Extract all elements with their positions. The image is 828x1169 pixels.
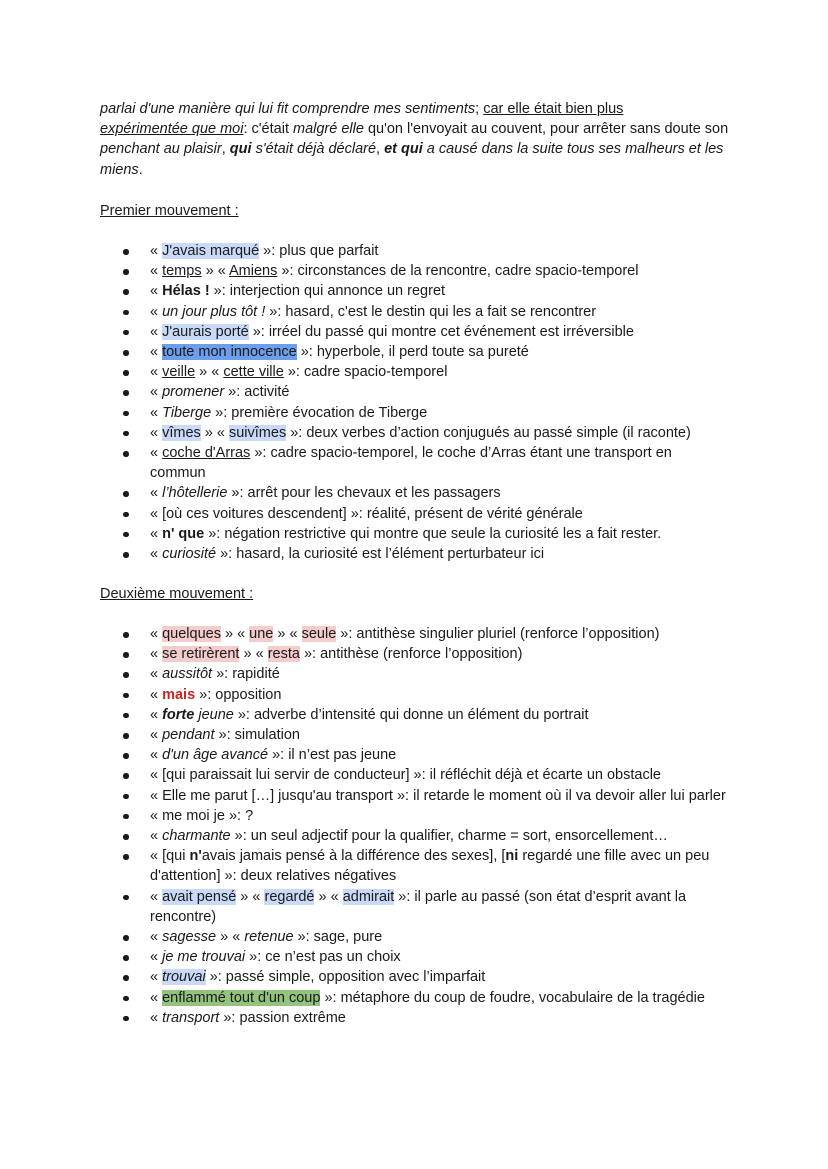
- list-item-text: aussitôt: [162, 666, 213, 683]
- list-item-text: »: passé simple, opposition avec l’imparfait: [205, 969, 486, 986]
- list-item: [0, 967, 730, 987]
- list-item: [0, 826, 730, 846]
- intro-text: qui: [229, 141, 252, 158]
- intro-text: qu'on l'envoyait au couvent, pour arrêter sans doute son: [363, 121, 729, 138]
- list-item: [0, 988, 730, 1008]
- list-item-text: seule: [301, 626, 337, 642]
- list-item-text: » «: [273, 626, 302, 642]
- list-item-text: «: [150, 969, 163, 986]
- list-item-text: »: négation restrictive qui montre que seule la curiosité les a fait rester.: [204, 525, 662, 542]
- list-item: [0, 443, 730, 483]
- list-item-text: »: hyperbole, il perd toute sa pureté: [296, 344, 529, 361]
- intro-text: car elle était bien plus: [483, 101, 624, 117]
- list-item-text: «: [150, 989, 163, 1006]
- premier-mouvement-list: [0, 241, 828, 564]
- list-item: [0, 846, 730, 886]
- list-item: [0, 362, 730, 382]
- list-item: [0, 483, 730, 503]
- list-item-text: »: un seul adjectif pour la qualifier, charme = sort, ensorcellement…: [230, 828, 668, 845]
- deuxieme-mouvement-list: [0, 624, 828, 1028]
- list-item: [0, 241, 730, 261]
- list-item-text: » «: [314, 888, 343, 905]
- list-item: [0, 745, 730, 765]
- list-item-text: promener: [162, 384, 225, 401]
- list-item-text: «: [150, 747, 163, 764]
- list-item-text: «: [150, 1009, 163, 1026]
- list-item-text: »: irréel du passé qui montre cet événement est irréversible: [248, 323, 634, 340]
- list-item: [0, 322, 730, 342]
- list-item-text: »: cadre spacio-temporel, le coche d’Arras étant une transport en commun: [150, 445, 672, 482]
- list-item-text: » «: [236, 888, 265, 905]
- list-item: [0, 927, 730, 947]
- list-item-text: se retirèrent: [162, 646, 240, 663]
- list-item-text: «: [150, 323, 163, 340]
- list-item-text: n' que: [162, 525, 205, 542]
- list-item-text: n': [189, 848, 202, 865]
- list-item-text: «: [150, 646, 163, 663]
- section-heading-deuxieme-mouvement: Deuxième mouvement :: [100, 586, 254, 602]
- list-item: [0, 544, 730, 564]
- list-item-text: cette ville: [223, 364, 284, 381]
- list-item-text: »: arrêt pour les chevaux et les passagers: [227, 485, 501, 502]
- list-item-text: » «: [200, 424, 229, 441]
- list-item-text: »: passion extrême: [219, 1009, 346, 1026]
- intro-text: parlai d'une manière qui lui fit comprendre mes sentiments: [100, 101, 476, 117]
- list-item-text: »: sage, pure: [293, 929, 383, 946]
- list-item-text: resta: [267, 646, 300, 663]
- list-item-text: «: [150, 666, 163, 683]
- list-item-text: « [qui paraissait lui servir de conducteur] »: il réfléchit déjà et écarte un obstacle: [150, 767, 661, 784]
- list-item-text: quelques: [162, 626, 221, 642]
- list-item-text: »: opposition: [195, 686, 282, 703]
- list-item-text: «: [150, 303, 163, 320]
- list-item: [0, 705, 730, 725]
- list-item-text: mais: [162, 686, 196, 703]
- list-item-text: coche d'Arras: [162, 445, 251, 462]
- list-item-text: trouvai: [162, 969, 206, 986]
- list-item-text: » «: [195, 364, 224, 381]
- list-item-text: »: métaphore du coup de foudre, vocabulaire de la tragédie: [320, 989, 705, 1006]
- list-item: [0, 664, 730, 684]
- list-item-text: »: adverbe d’intensité qui donne un élément du portrait: [233, 706, 589, 723]
- list-item-text: Amiens: [229, 263, 278, 280]
- list-item-text: regardé: [264, 888, 315, 905]
- list-item-text: »: hasard, la curiosité est l’élément perturbateur ici: [216, 546, 545, 563]
- list-item-text: «: [150, 828, 163, 845]
- list-item: [0, 887, 730, 927]
- list-item: [0, 342, 730, 362]
- intro-text: ,: [221, 141, 230, 158]
- list-item: [0, 524, 730, 544]
- list-item-text: »: rapidité: [212, 666, 280, 683]
- intro-text: s'était déjà déclaré: [251, 141, 377, 158]
- list-item-text: «: [150, 626, 163, 642]
- list-item: [0, 765, 730, 785]
- list-item-text: toute mon innocence: [162, 344, 297, 361]
- list-item-text: «: [150, 706, 163, 723]
- list-item-text: jeune: [198, 706, 234, 723]
- list-item-text: » «: [201, 263, 230, 280]
- intro-text: malgré elle: [293, 121, 364, 138]
- list-item-text: «: [150, 485, 163, 502]
- list-item-text: avais jamais pensé à la différence des sexes], [: [201, 848, 506, 865]
- list-item-text: sagesse: [162, 929, 217, 946]
- list-item-text: temps: [162, 263, 202, 280]
- intro-text: expérimentée que moi: [100, 121, 244, 138]
- list-item-text: je me trouvai: [162, 949, 246, 966]
- list-item-text: Hélas !: [162, 283, 210, 300]
- list-item-text: »: antithèse singulier pluriel (renforce l’opposition): [336, 626, 660, 642]
- list-item: [0, 806, 730, 826]
- list-item-text: retenue: [244, 929, 294, 946]
- list-item-text: «: [150, 364, 163, 381]
- list-item-text: » «: [220, 626, 250, 642]
- list-item: [0, 302, 730, 322]
- list-item-text: « [qui: [150, 848, 190, 865]
- list-item: [0, 382, 730, 402]
- list-item: [0, 261, 730, 281]
- list-item-text: «: [150, 546, 163, 563]
- list-item-text: »: activité: [224, 384, 290, 401]
- list-item-text: »: il n’est pas jeune: [268, 747, 397, 764]
- list-item-text: «: [150, 384, 163, 401]
- list-item-text: avait pensé: [162, 888, 237, 905]
- list-item-text: l’hôtellerie: [162, 485, 228, 502]
- list-item-text: J'aurais porté: [162, 323, 249, 340]
- intro-text: penchant au plaisir: [100, 141, 222, 158]
- list-item: [0, 281, 730, 301]
- list-item: [0, 644, 730, 664]
- list-item: [0, 947, 730, 967]
- list-item-text: « Elle me parut […] jusqu'au transport »: il retarde le moment où il va devoir aller lui parler: [150, 787, 726, 804]
- list-item-text: »: deux verbes d’action conjugués au passé simple (il raconte): [286, 424, 691, 441]
- intro-text: : c'était: [243, 121, 293, 138]
- list-item-text: admirait: [342, 888, 395, 905]
- list-item-text: »: première évocation de Tiberge: [211, 404, 428, 421]
- list-item-text: «: [150, 344, 163, 361]
- list-item-text: regardé une fille avec un peu d'attention] »: deux relatives négatives: [150, 848, 710, 885]
- list-item-text: » «: [216, 929, 245, 946]
- list-item-text: J'avais marqué: [162, 243, 260, 259]
- list-item-text: «: [150, 445, 163, 462]
- list-item-text: «: [150, 424, 163, 441]
- list-item-text: enflammé tout d'un coup: [162, 989, 321, 1006]
- list-item-text: «: [150, 404, 163, 421]
- section-heading-premier-mouvement: Premier mouvement :: [100, 203, 239, 219]
- intro-text: .: [138, 161, 143, 178]
- intro-paragraph: [100, 99, 740, 180]
- list-item-text: «: [150, 686, 163, 703]
- list-item: [0, 403, 730, 423]
- list-item-text: «: [150, 949, 163, 966]
- list-item-text: «: [150, 888, 163, 905]
- list-item-text: » «: [239, 646, 268, 663]
- list-item-text: »: antithèse (renforce l’opposition): [299, 646, 523, 663]
- list-item-text: pendant: [162, 727, 215, 744]
- list-item-text: »: hasard, c'est le destin qui les a fait se rencontrer: [265, 303, 597, 320]
- list-item-text: »: cadre spacio-temporel: [283, 364, 448, 381]
- list-item-text: «: [150, 525, 163, 542]
- list-item-text: d'un âge avancé: [162, 747, 269, 764]
- intro-text: ;: [475, 101, 484, 117]
- list-item-text: »: plus que parfait: [259, 243, 379, 259]
- list-item: [0, 624, 730, 644]
- list-item-text: »: ce n’est pas un choix: [245, 949, 401, 966]
- list-item-text: «: [150, 283, 163, 300]
- list-item-text: «: [150, 929, 163, 946]
- intro-text: ,: [376, 141, 385, 158]
- list-item: [0, 685, 730, 705]
- intro-text: a causé dans la suite tous ses malheurs et les miens: [100, 141, 724, 178]
- list-item-text: «: [150, 243, 163, 259]
- list-item-text: »: simulation: [214, 727, 300, 744]
- list-item: [0, 786, 730, 806]
- list-item-text: »: interjection qui annonce un regret: [209, 283, 446, 300]
- list-item-text: transport: [162, 1009, 220, 1026]
- list-item-text: vîmes: [162, 424, 201, 441]
- list-item: [0, 504, 730, 524]
- list-item-text: un jour plus tôt !: [162, 303, 266, 320]
- list-item-text: « me moi je »: ?: [150, 807, 254, 824]
- list-item: [0, 725, 730, 745]
- list-item-text: Tiberge: [162, 404, 212, 421]
- list-item-text: curiosité: [162, 546, 217, 563]
- list-item-text: «: [150, 727, 163, 744]
- list-item-text: ni: [505, 848, 519, 865]
- list-item-text: charmante: [162, 828, 231, 845]
- list-item-text: «: [150, 263, 163, 280]
- list-item-text: forte: [162, 706, 195, 723]
- list-item-text: »: circonstances de la rencontre, cadre spacio-temporel: [277, 263, 639, 280]
- list-item: [0, 423, 730, 443]
- list-item-text: « [où ces voitures descendent] »: réalité, présent de vérité générale: [150, 505, 583, 522]
- list-item-text: suivîmes: [228, 424, 287, 441]
- list-item-text: veille: [162, 364, 196, 381]
- list-item-text: une: [249, 626, 274, 642]
- intro-text: et qui: [384, 141, 423, 158]
- list-item-text: »: il parle au passé (son état d’esprit avant la rencontre): [150, 888, 687, 925]
- list-item: [0, 1008, 730, 1028]
